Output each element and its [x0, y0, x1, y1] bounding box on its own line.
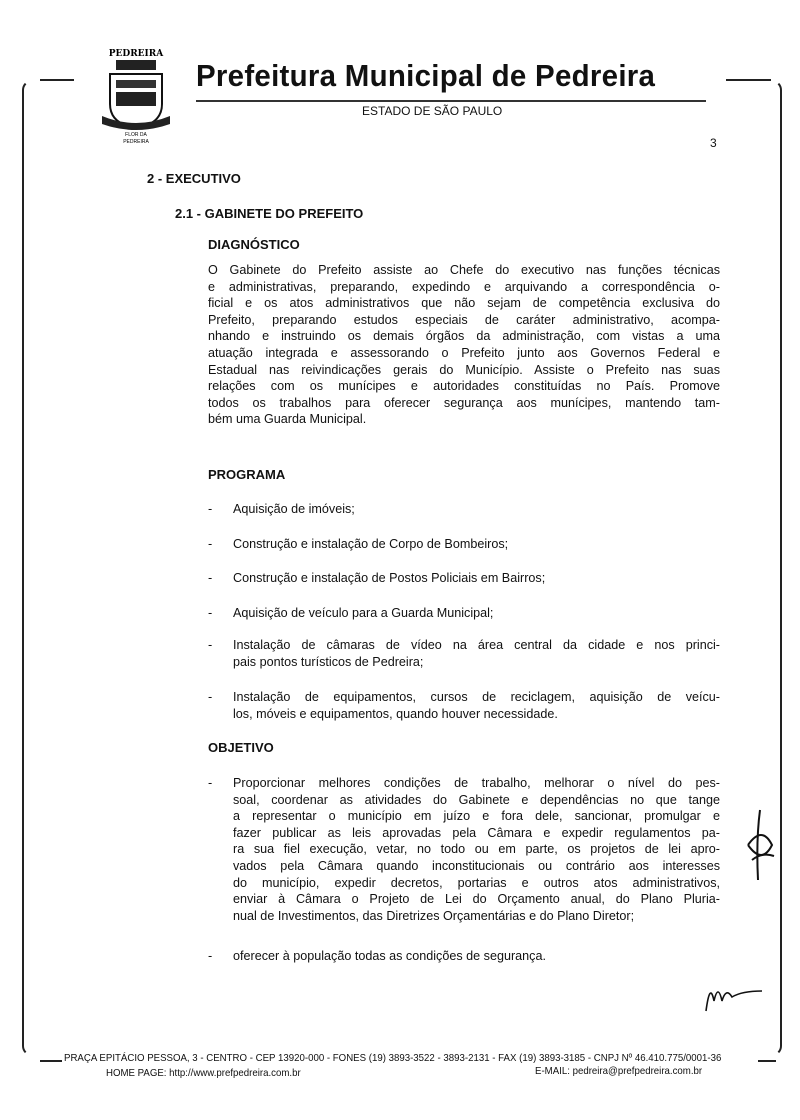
bullet-dash: -	[208, 502, 213, 516]
text-line: Estadual nas reivindicações gerais do Município. Assiste o Prefeito nas suas	[208, 362, 720, 377]
text-line: enviar à Câmara o Projeto de Lei do Orçamento anual, do Plano Pluria-	[233, 892, 720, 907]
text-line: Construção e instalação de Corpo de Bombeiros;	[233, 537, 509, 551]
text-line: vados pela Câmara quando inconstitucionais ou contrário aos interesses	[233, 858, 720, 873]
footer-rule-left	[40, 1060, 62, 1062]
text-line: nual de Investimentos, das Diretrizes Orçamentárias e do Plano Diretor;	[233, 908, 635, 923]
text-line: Aquisição de veículo para a Guarda Municipal;	[233, 606, 494, 620]
subsection-title: 2.1 - GABINETE DO PREFEITO	[175, 206, 364, 221]
text-line: O Gabinete do Prefeito assiste ao Chefe do executivo nas funções técnicas	[208, 263, 720, 277]
footer-address: PRAÇA EPITÁCIO PESSOA, 3 - CENTRO - CEP 13920-000 - FONES (19) 3893-3522 - 3893-2131 - FAX (19) 3893-3185 - CNPJ Nº 46.410.775/0001-36	[64, 1052, 722, 1064]
programa-item	[208, 536, 720, 553]
title-underline	[196, 100, 706, 102]
signature-initials	[740, 805, 780, 885]
text-line: los, móveis e equipamentos, quando houver necessidade.	[233, 706, 558, 721]
text-line: soal, coordenar as atividades do Gabinete e dependências no que tange	[233, 792, 720, 807]
bullet-dash: -	[208, 690, 213, 704]
text-line: Construção e instalação de Postos Policiais em Bairros;	[233, 571, 546, 585]
municipal-crest-logo	[96, 44, 176, 144]
bullet-dash: -	[208, 606, 213, 620]
svg-text:PEDREIRA: PEDREIRA	[123, 139, 149, 144]
programa-item	[208, 689, 720, 722]
text-line: oferecer à população todas as condições de segurança.	[233, 949, 546, 963]
text-line: Proporcionar melhores condições de trabalho, melhorar o nível do pes-	[233, 776, 720, 790]
programa-item	[208, 605, 720, 622]
programa-item	[208, 570, 720, 587]
text-line: bém uma Guarda Municipal.	[208, 412, 367, 427]
programa-item	[208, 637, 720, 670]
text-line: Prefeito, preparando estudos especiais de caráter administrativo, acompa-	[208, 312, 720, 327]
programa-item	[208, 501, 720, 518]
text-line: relações com os munícipes e autoridades constituídas no País. Promove	[208, 379, 720, 394]
footer-homepage: HOME PAGE: http://www.prefpedreira.com.br	[106, 1067, 301, 1079]
text-line: pais pontos turísticos de Pedreira;	[233, 654, 424, 669]
text-line: fazer publicar as leis aprovadas pela Câmara e expedir regulamentos pa-	[233, 825, 720, 840]
document-title: Prefeitura Municipal de Pedreira	[196, 58, 656, 93]
text-line: atuação integrada e assessorando o Prefeito junto aos Governos Federal e	[208, 345, 720, 360]
bullet-dash: -	[208, 776, 213, 790]
bullet-dash: -	[208, 638, 213, 652]
subsection-heading	[175, 206, 363, 221]
bullet-dash: -	[208, 571, 213, 585]
page-number: 3	[710, 136, 717, 150]
state-subtitle: ESTADO DE SÃO PAULO	[362, 104, 503, 118]
svg-text:FLOR DA: FLOR DA	[125, 132, 147, 138]
programa-heading: PROGRAMA	[208, 467, 286, 482]
text-line: todos os trabalhos para oferecer segurança aos munícipes, mantendo tam-	[208, 395, 720, 410]
footer-rule-right	[758, 1060, 776, 1062]
text-line: ra sua fiel execução, vetar, no todo ou em parte, os projetos de lei apro-	[233, 842, 720, 857]
text-line: Instalação de equipamentos, cursos de reciclagem, aquisição de veícu-	[233, 690, 720, 704]
footer-email: E-MAIL: pedreira@prefpedreira.com.br	[535, 1065, 703, 1077]
svg-text:PEDREIRA: PEDREIRA	[108, 49, 164, 59]
text-line: Aquisição de imóveis;	[233, 502, 355, 516]
signature-rubric	[700, 975, 770, 1015]
objetivo-item	[208, 775, 720, 924]
bullet-dash: -	[208, 949, 213, 963]
bullet-dash: -	[208, 537, 213, 551]
objetivo-heading: OBJETIVO	[208, 740, 274, 755]
diagnostico-paragraph	[208, 262, 720, 428]
text-line: a representar o município em juízo e fora dele, sancionar, promulgar e	[233, 809, 720, 824]
header-rule-right	[726, 79, 771, 81]
section-heading: 2 - EXECUTIVO	[147, 171, 241, 186]
text-line: do município, expedir decretos, portarias e outros atos administrativos,	[233, 875, 720, 890]
text-line: ficial e os atos administrativos que não sejam de competência exclusiva do	[208, 296, 720, 311]
text-line: e administrativas, preparando, expedindo e arquivando a correspondência o-	[208, 279, 720, 294]
diagnostico-heading: DIAGNÓSTICO	[208, 237, 300, 252]
objetivo-item	[208, 948, 720, 965]
text-line: Instalação de câmaras de vídeo na área central da cidade e nos princi-	[233, 638, 720, 652]
header-rule-left	[40, 79, 74, 81]
text-line: nhando e instruindo os demais órgãos da administração, com vistas a uma	[208, 329, 720, 344]
